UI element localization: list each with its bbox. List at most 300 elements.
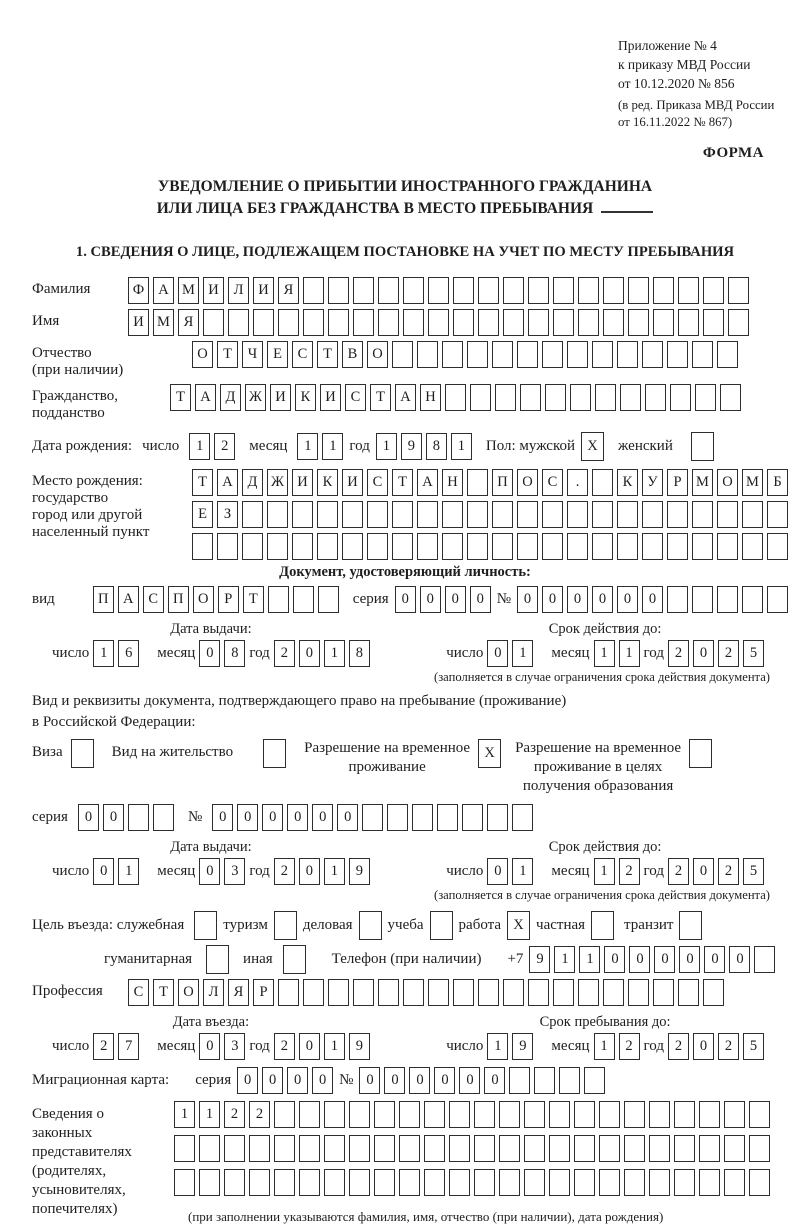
form-cell[interactable] (728, 309, 749, 336)
form-cell[interactable] (174, 1135, 195, 1162)
form-cell[interactable]: 9 (512, 1033, 533, 1060)
form-cell[interactable]: С (345, 384, 366, 411)
form-cell[interactable] (628, 979, 649, 1006)
form-cell[interactable]: О (367, 341, 388, 368)
form-cell[interactable] (224, 1135, 245, 1162)
form-cell[interactable]: Т (170, 384, 191, 411)
form-cell[interactable] (249, 1169, 270, 1196)
form-cell[interactable]: И (128, 309, 149, 336)
form-cell[interactable] (324, 1101, 345, 1128)
form-cell[interactable] (328, 277, 349, 304)
form-cell[interactable] (278, 309, 299, 336)
form-cell[interactable] (453, 277, 474, 304)
form-cell[interactable]: Т (317, 341, 338, 368)
form-cell[interactable]: 0 (287, 804, 308, 831)
form-cell[interactable]: 8 (349, 640, 370, 667)
form-cell[interactable] (417, 501, 438, 528)
form-cell[interactable] (517, 341, 538, 368)
form-cell[interactable] (742, 533, 763, 560)
form-cell[interactable] (574, 1135, 595, 1162)
form-cell[interactable] (449, 1135, 470, 1162)
form-cell[interactable]: 0 (542, 586, 563, 613)
form-cell[interactable]: А (217, 469, 238, 496)
form-cell[interactable] (224, 1169, 245, 1196)
form-cell[interactable] (353, 979, 374, 1006)
form-cell[interactable] (674, 1169, 695, 1196)
form-cell[interactable]: 5 (743, 640, 764, 667)
form-cell[interactable]: 1 (324, 1033, 345, 1060)
form-cell[interactable]: 2 (718, 1033, 739, 1060)
form-cell[interactable]: 9 (401, 433, 422, 460)
form-cell[interactable]: 0 (337, 804, 358, 831)
form-cell[interactable]: 0 (299, 1033, 320, 1060)
form-cell[interactable] (274, 1135, 295, 1162)
form-cell[interactable] (324, 1169, 345, 1196)
form-cell[interactable] (367, 533, 388, 560)
form-cell[interactable]: 6 (118, 640, 139, 667)
form-cell[interactable] (520, 384, 541, 411)
form-cell[interactable] (642, 341, 663, 368)
form-cell[interactable] (428, 277, 449, 304)
form-cell[interactable] (642, 533, 663, 560)
form-cell[interactable]: 0 (693, 640, 714, 667)
form-cell[interactable] (342, 501, 363, 528)
form-cell[interactable] (328, 309, 349, 336)
form-cell[interactable]: 0 (654, 946, 675, 973)
form-cell[interactable] (749, 1169, 770, 1196)
form-cell[interactable] (492, 533, 513, 560)
form-cell[interactable] (545, 384, 566, 411)
form-cell[interactable]: 0 (470, 586, 491, 613)
form-cell[interactable]: Ч (242, 341, 263, 368)
form-cell[interactable]: X (581, 432, 604, 461)
form-cell[interactable]: Д (220, 384, 241, 411)
form-cell[interactable]: 0 (487, 858, 508, 885)
form-cell[interactable] (194, 911, 217, 940)
form-cell[interactable]: 0 (617, 586, 638, 613)
form-cell[interactable] (399, 1101, 420, 1128)
form-cell[interactable] (578, 277, 599, 304)
form-cell[interactable] (403, 979, 424, 1006)
form-cell[interactable]: Я (228, 979, 249, 1006)
form-cell[interactable] (742, 586, 763, 613)
form-cell[interactable] (374, 1169, 395, 1196)
form-cell[interactable]: 0 (484, 1067, 505, 1094)
form-cell[interactable]: 0 (78, 804, 99, 831)
form-cell[interactable] (359, 911, 382, 940)
form-cell[interactable] (692, 501, 713, 528)
form-cell[interactable]: 1 (322, 433, 343, 460)
form-cell[interactable]: Т (192, 469, 213, 496)
form-cell[interactable]: Ж (245, 384, 266, 411)
form-cell[interactable] (403, 277, 424, 304)
form-cell[interactable]: Я (278, 277, 299, 304)
form-cell[interactable] (374, 1135, 395, 1162)
form-cell[interactable] (512, 804, 533, 831)
form-cell[interactable] (699, 1135, 720, 1162)
form-cell[interactable] (724, 1135, 745, 1162)
form-cell[interactable]: И (342, 469, 363, 496)
form-cell[interactable]: 2 (274, 1033, 295, 1060)
form-cell[interactable]: Т (153, 979, 174, 1006)
form-cell[interactable] (749, 1135, 770, 1162)
form-cell[interactable] (699, 1169, 720, 1196)
form-cell[interactable] (378, 309, 399, 336)
form-cell[interactable] (574, 1169, 595, 1196)
form-cell[interactable] (499, 1135, 520, 1162)
form-cell[interactable] (453, 979, 474, 1006)
form-cell[interactable] (717, 533, 738, 560)
form-cell[interactable] (153, 804, 174, 831)
form-cell[interactable]: Р (667, 469, 688, 496)
form-cell[interactable] (478, 309, 499, 336)
form-cell[interactable] (299, 1135, 320, 1162)
form-cell[interactable]: 0 (93, 858, 114, 885)
form-cell[interactable]: 2 (668, 640, 689, 667)
form-cell[interactable] (303, 979, 324, 1006)
form-cell[interactable]: 0 (604, 946, 625, 973)
form-cell[interactable] (570, 384, 591, 411)
form-cell[interactable]: 1 (554, 946, 575, 973)
form-cell[interactable] (603, 277, 624, 304)
form-cell[interactable]: 0 (693, 1033, 714, 1060)
form-cell[interactable] (449, 1101, 470, 1128)
form-cell[interactable] (584, 1067, 605, 1094)
form-cell[interactable]: 0 (199, 640, 220, 667)
form-cell[interactable] (692, 586, 713, 613)
form-cell[interactable]: 2 (619, 1033, 640, 1060)
form-cell[interactable]: 0 (567, 586, 588, 613)
form-cell[interactable] (678, 309, 699, 336)
form-cell[interactable] (378, 979, 399, 1006)
form-cell[interactable] (392, 341, 413, 368)
form-cell[interactable]: З (217, 501, 238, 528)
form-cell[interactable]: 2 (718, 858, 739, 885)
form-cell[interactable]: К (617, 469, 638, 496)
form-cell[interactable]: 1 (619, 640, 640, 667)
form-cell[interactable] (292, 501, 313, 528)
form-cell[interactable]: 1 (199, 1101, 220, 1128)
form-cell[interactable]: У (642, 469, 663, 496)
form-cell[interactable] (499, 1101, 520, 1128)
form-cell[interactable] (678, 979, 699, 1006)
form-cell[interactable]: 0 (420, 586, 441, 613)
form-cell[interactable] (692, 341, 713, 368)
form-cell[interactable]: Я (178, 309, 199, 336)
form-cell[interactable] (417, 341, 438, 368)
form-cell[interactable]: 5 (743, 1033, 764, 1060)
form-cell[interactable] (442, 341, 463, 368)
form-cell[interactable] (470, 384, 491, 411)
form-cell[interactable]: 5 (743, 858, 764, 885)
form-cell[interactable] (349, 1101, 370, 1128)
form-cell[interactable] (203, 309, 224, 336)
form-cell[interactable] (353, 277, 374, 304)
form-cell[interactable]: С (367, 469, 388, 496)
form-cell[interactable] (567, 501, 588, 528)
form-cell[interactable] (628, 309, 649, 336)
form-cell[interactable]: А (153, 277, 174, 304)
form-cell[interactable]: 9 (529, 946, 550, 973)
form-cell[interactable] (624, 1101, 645, 1128)
form-cell[interactable] (349, 1169, 370, 1196)
form-cell[interactable] (599, 1169, 620, 1196)
form-cell[interactable] (318, 586, 339, 613)
form-cell[interactable] (453, 309, 474, 336)
form-cell[interactable]: К (295, 384, 316, 411)
form-cell[interactable] (424, 1169, 445, 1196)
form-cell[interactable]: 1 (594, 640, 615, 667)
form-cell[interactable]: 0 (312, 1067, 333, 1094)
form-cell[interactable]: 0 (384, 1067, 405, 1094)
form-cell[interactable]: 0 (359, 1067, 380, 1094)
form-cell[interactable] (362, 804, 383, 831)
form-cell[interactable] (474, 1101, 495, 1128)
form-cell[interactable]: Н (420, 384, 441, 411)
form-cell[interactable] (749, 1101, 770, 1128)
form-cell[interactable]: 2 (718, 640, 739, 667)
form-cell[interactable] (492, 501, 513, 528)
form-cell[interactable]: 1 (594, 858, 615, 885)
form-cell[interactable] (467, 341, 488, 368)
form-cell[interactable] (71, 739, 94, 768)
form-cell[interactable] (754, 946, 775, 973)
form-cell[interactable] (649, 1101, 670, 1128)
form-cell[interactable] (553, 277, 574, 304)
form-cell[interactable]: 0 (704, 946, 725, 973)
form-cell[interactable]: 0 (629, 946, 650, 973)
form-cell[interactable]: 0 (517, 586, 538, 613)
form-cell[interactable] (592, 533, 613, 560)
form-cell[interactable]: 0 (459, 1067, 480, 1094)
form-cell[interactable] (549, 1135, 570, 1162)
form-cell[interactable]: 1 (594, 1033, 615, 1060)
form-cell[interactable] (499, 1169, 520, 1196)
form-cell[interactable] (487, 804, 508, 831)
form-cell[interactable] (467, 469, 488, 496)
form-cell[interactable]: П (168, 586, 189, 613)
form-cell[interactable]: 2 (93, 1033, 114, 1060)
form-cell[interactable] (574, 1101, 595, 1128)
form-cell[interactable] (670, 384, 691, 411)
form-cell[interactable]: 2 (224, 1101, 245, 1128)
form-cell[interactable] (349, 1135, 370, 1162)
form-cell[interactable]: 2 (274, 858, 295, 885)
form-cell[interactable] (653, 277, 674, 304)
blank-underline[interactable] (601, 199, 653, 213)
form-cell[interactable] (417, 533, 438, 560)
form-cell[interactable]: И (270, 384, 291, 411)
form-cell[interactable] (278, 979, 299, 1006)
form-cell[interactable]: Т (392, 469, 413, 496)
form-cell[interactable] (503, 309, 524, 336)
form-cell[interactable]: 7 (118, 1033, 139, 1060)
form-cell[interactable] (653, 309, 674, 336)
form-cell[interactable]: 3 (224, 1033, 245, 1060)
form-cell[interactable] (567, 341, 588, 368)
form-cell[interactable]: 1 (118, 858, 139, 885)
form-cell[interactable] (674, 1101, 695, 1128)
form-cell[interactable]: 1 (297, 433, 318, 460)
form-cell[interactable] (467, 501, 488, 528)
form-cell[interactable] (578, 309, 599, 336)
form-cell[interactable]: 1 (512, 858, 533, 885)
form-cell[interactable] (691, 432, 714, 461)
form-cell[interactable]: О (517, 469, 538, 496)
form-cell[interactable]: 0 (395, 586, 416, 613)
form-cell[interactable] (528, 979, 549, 1006)
form-cell[interactable] (517, 533, 538, 560)
form-cell[interactable]: 0 (592, 586, 613, 613)
form-cell[interactable] (703, 309, 724, 336)
form-cell[interactable]: 0 (262, 804, 283, 831)
form-cell[interactable]: 2 (249, 1101, 270, 1128)
form-cell[interactable]: 0 (679, 946, 700, 973)
form-cell[interactable] (478, 277, 499, 304)
form-cell[interactable] (353, 309, 374, 336)
form-cell[interactable] (742, 501, 763, 528)
form-cell[interactable]: 8 (224, 640, 245, 667)
form-cell[interactable]: 0 (409, 1067, 430, 1094)
form-cell[interactable] (603, 309, 624, 336)
form-cell[interactable] (428, 979, 449, 1006)
form-cell[interactable]: 1 (93, 640, 114, 667)
form-cell[interactable]: 0 (212, 804, 233, 831)
form-cell[interactable]: Ж (267, 469, 288, 496)
form-cell[interactable] (542, 341, 563, 368)
form-cell[interactable] (591, 911, 614, 940)
form-cell[interactable] (449, 1169, 470, 1196)
form-cell[interactable] (524, 1169, 545, 1196)
form-cell[interactable] (695, 384, 716, 411)
form-cell[interactable] (592, 341, 613, 368)
form-cell[interactable] (342, 533, 363, 560)
form-cell[interactable] (553, 979, 574, 1006)
form-cell[interactable]: 2 (619, 858, 640, 885)
form-cell[interactable]: 9 (349, 858, 370, 885)
form-cell[interactable] (462, 804, 483, 831)
form-cell[interactable] (392, 501, 413, 528)
form-cell[interactable] (437, 804, 458, 831)
form-cell[interactable]: О (717, 469, 738, 496)
form-cell[interactable]: 3 (224, 858, 245, 885)
form-cell[interactable] (620, 384, 641, 411)
form-cell[interactable] (717, 341, 738, 368)
form-cell[interactable] (303, 277, 324, 304)
form-cell[interactable]: В (342, 341, 363, 368)
form-cell[interactable]: П (492, 469, 513, 496)
form-cell[interactable] (367, 501, 388, 528)
form-cell[interactable] (428, 309, 449, 336)
form-cell[interactable]: 1 (324, 640, 345, 667)
form-cell[interactable]: И (253, 277, 274, 304)
form-cell[interactable]: Т (243, 586, 264, 613)
form-cell[interactable] (549, 1101, 570, 1128)
form-cell[interactable]: С (292, 341, 313, 368)
form-cell[interactable] (592, 469, 613, 496)
form-cell[interactable] (263, 739, 286, 768)
form-cell[interactable]: Б (767, 469, 788, 496)
form-cell[interactable] (192, 533, 213, 560)
form-cell[interactable] (274, 911, 297, 940)
form-cell[interactable] (767, 501, 788, 528)
form-cell[interactable] (387, 804, 408, 831)
form-cell[interactable]: 0 (103, 804, 124, 831)
form-cell[interactable] (717, 586, 738, 613)
form-cell[interactable]: К (317, 469, 338, 496)
form-cell[interactable] (703, 277, 724, 304)
form-cell[interactable] (495, 384, 516, 411)
form-cell[interactable] (667, 501, 688, 528)
form-cell[interactable] (503, 277, 524, 304)
form-cell[interactable] (542, 533, 563, 560)
form-cell[interactable] (617, 341, 638, 368)
form-cell[interactable] (317, 533, 338, 560)
form-cell[interactable] (267, 533, 288, 560)
form-cell[interactable] (767, 533, 788, 560)
form-cell[interactable] (645, 384, 666, 411)
form-cell[interactable] (299, 1101, 320, 1128)
form-cell[interactable]: О (193, 586, 214, 613)
form-cell[interactable]: И (320, 384, 341, 411)
form-cell[interactable]: И (292, 469, 313, 496)
form-cell[interactable] (274, 1101, 295, 1128)
form-cell[interactable]: 0 (199, 858, 220, 885)
form-cell[interactable] (242, 501, 263, 528)
form-cell[interactable] (293, 586, 314, 613)
form-cell[interactable]: С (143, 586, 164, 613)
form-cell[interactable]: С (542, 469, 563, 496)
form-cell[interactable]: . (567, 469, 588, 496)
form-cell[interactable] (617, 533, 638, 560)
form-cell[interactable] (392, 533, 413, 560)
form-cell[interactable] (317, 501, 338, 528)
form-cell[interactable]: 0 (287, 1067, 308, 1094)
form-cell[interactable]: 0 (642, 586, 663, 613)
form-cell[interactable] (324, 1135, 345, 1162)
form-cell[interactable]: М (692, 469, 713, 496)
form-cell[interactable] (445, 384, 466, 411)
form-cell[interactable]: 1 (579, 946, 600, 973)
form-cell[interactable]: Р (253, 979, 274, 1006)
form-cell[interactable] (578, 979, 599, 1006)
form-cell[interactable]: Р (218, 586, 239, 613)
form-cell[interactable] (592, 501, 613, 528)
form-cell[interactable]: 0 (237, 1067, 258, 1094)
form-cell[interactable] (442, 501, 463, 528)
form-cell[interactable] (534, 1067, 555, 1094)
form-cell[interactable] (128, 804, 149, 831)
form-cell[interactable] (474, 1169, 495, 1196)
form-cell[interactable] (509, 1067, 530, 1094)
form-cell[interactable]: 9 (349, 1033, 370, 1060)
form-cell[interactable]: 0 (729, 946, 750, 973)
form-cell[interactable] (492, 341, 513, 368)
form-cell[interactable] (667, 533, 688, 560)
form-cell[interactable] (174, 1169, 195, 1196)
form-cell[interactable]: Ф (128, 277, 149, 304)
form-cell[interactable] (292, 533, 313, 560)
form-cell[interactable] (524, 1101, 545, 1128)
form-cell[interactable]: 0 (487, 640, 508, 667)
form-cell[interactable] (274, 1169, 295, 1196)
form-cell[interactable] (442, 533, 463, 560)
form-cell[interactable] (424, 1135, 445, 1162)
form-cell[interactable] (303, 309, 324, 336)
form-cell[interactable]: М (742, 469, 763, 496)
form-cell[interactable]: А (118, 586, 139, 613)
form-cell[interactable] (549, 1169, 570, 1196)
